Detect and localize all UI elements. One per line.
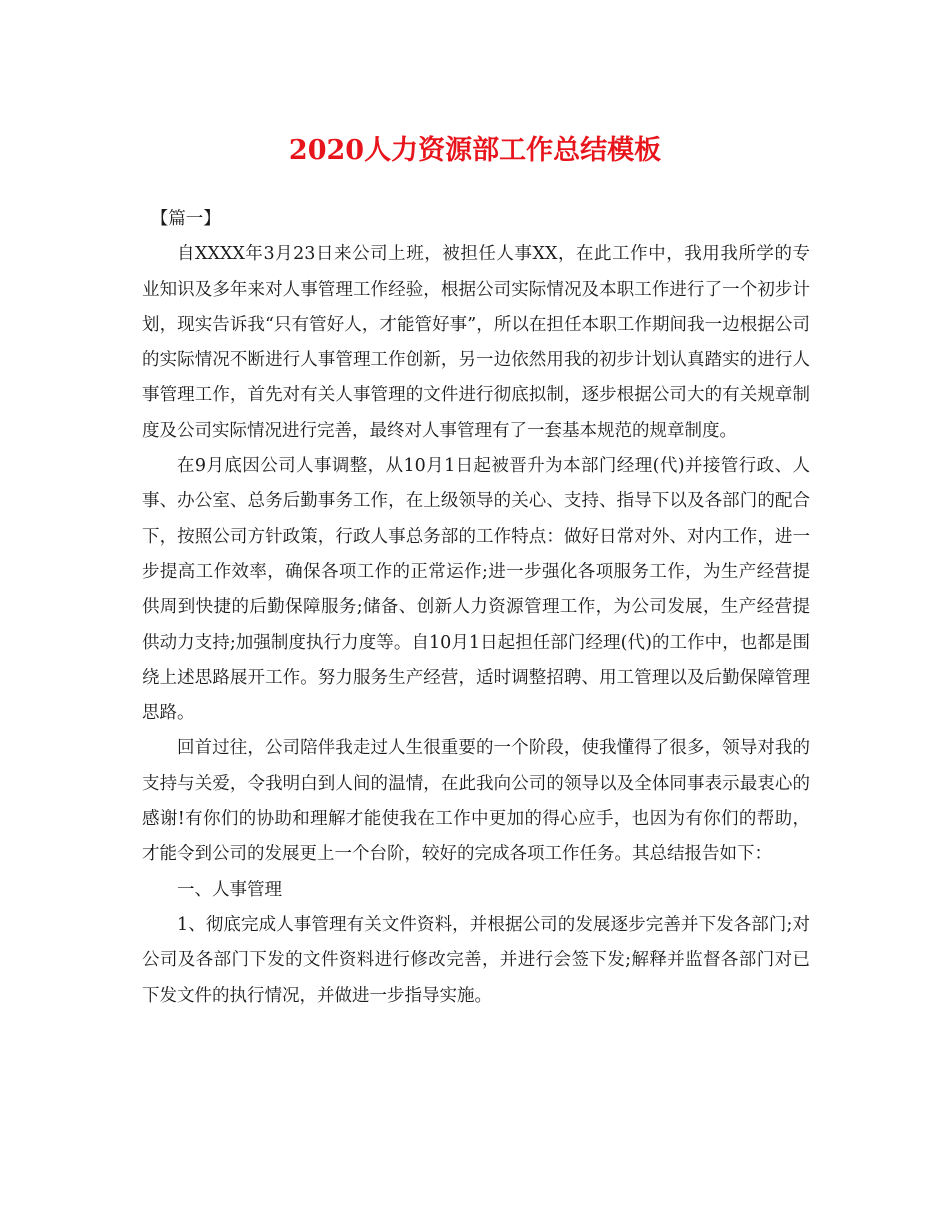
document-body bbox=[142, 202, 810, 1014]
subsection-heading: 一、人事管理 bbox=[177, 879, 282, 900]
document-title: 2020人力资源部工作总结模板 bbox=[288, 135, 662, 166]
paragraph: 1、彻底完成人事管理有关文件资料，并根据公司的发展逐步完善并下发各部门;对公司及各部门下发的文件资料进行修改完善，并进行会签下发;解释并监督各部门对已下发文件的执行情况，并做进一步指导实施。 bbox=[142, 914, 810, 1006]
paragraph: 在9月底因公司人事调整，从10月1日起被晋升为本部门经理(代)并接管行政、人事、办公室、总务后勤事务工作，在上级领导的关心、支持、指导下以及各部门的配合下，按照公司方针政策，行政人事总务部的工作特点：做好日常对外、对内工作，进一步提高工作效率，确保各项工作的正常运作;进一步强化各项服务工作，为生产经营提供周到快捷的后勤保障服务;储备、创新人力资源管理工作，为公司发展，生产经营提供动力支持;加强制度执行力度等。自10月1日起担任部门经理(代)的工作中，也都是围绕上述思路展开工作。努力服务生产经营，适时调整招聘、用工管理以及后勤保障管理思路。 bbox=[142, 456, 810, 724]
paragraph: 回首过往，公司陪伴我走过人生很重要的一个阶段，使我懂得了很多，领导对我的支持与关爱，令我明白到人间的温情，在此我向公司的领导以及全体同事表示最衷心的感谢!有你们的协助和理解才能使我在工作中更加的得心应手，也因为有你们的帮助，才能令到公司的发展更上一个台阶，较好的完成各项工作任务。其总结报告如下： bbox=[142, 738, 810, 865]
section-heading: 【篇一】 bbox=[150, 209, 221, 229]
paragraph: 自XXXX年3月23日来公司上班，被担任人事XX，在此工作中，我用我所学的专业知识及多年来对人事管理工作经验，根据公司实际情况及本职工作进行了一个初步计划，现实告诉我“只有管好人，才能管好事”，所以在担任本职工作期间我一边根据公司的实际情况不断进行人事管理工作创新，另一边依然用我的初步计划认真踏实的进行人事管理工作，首先对有关人事管理的文件进行彻底拟制，逐步根据公司大的有关规章制度及公司实际情况进行完善，最终对人事管理有了一套基本规范的规章制度。 bbox=[142, 244, 810, 441]
